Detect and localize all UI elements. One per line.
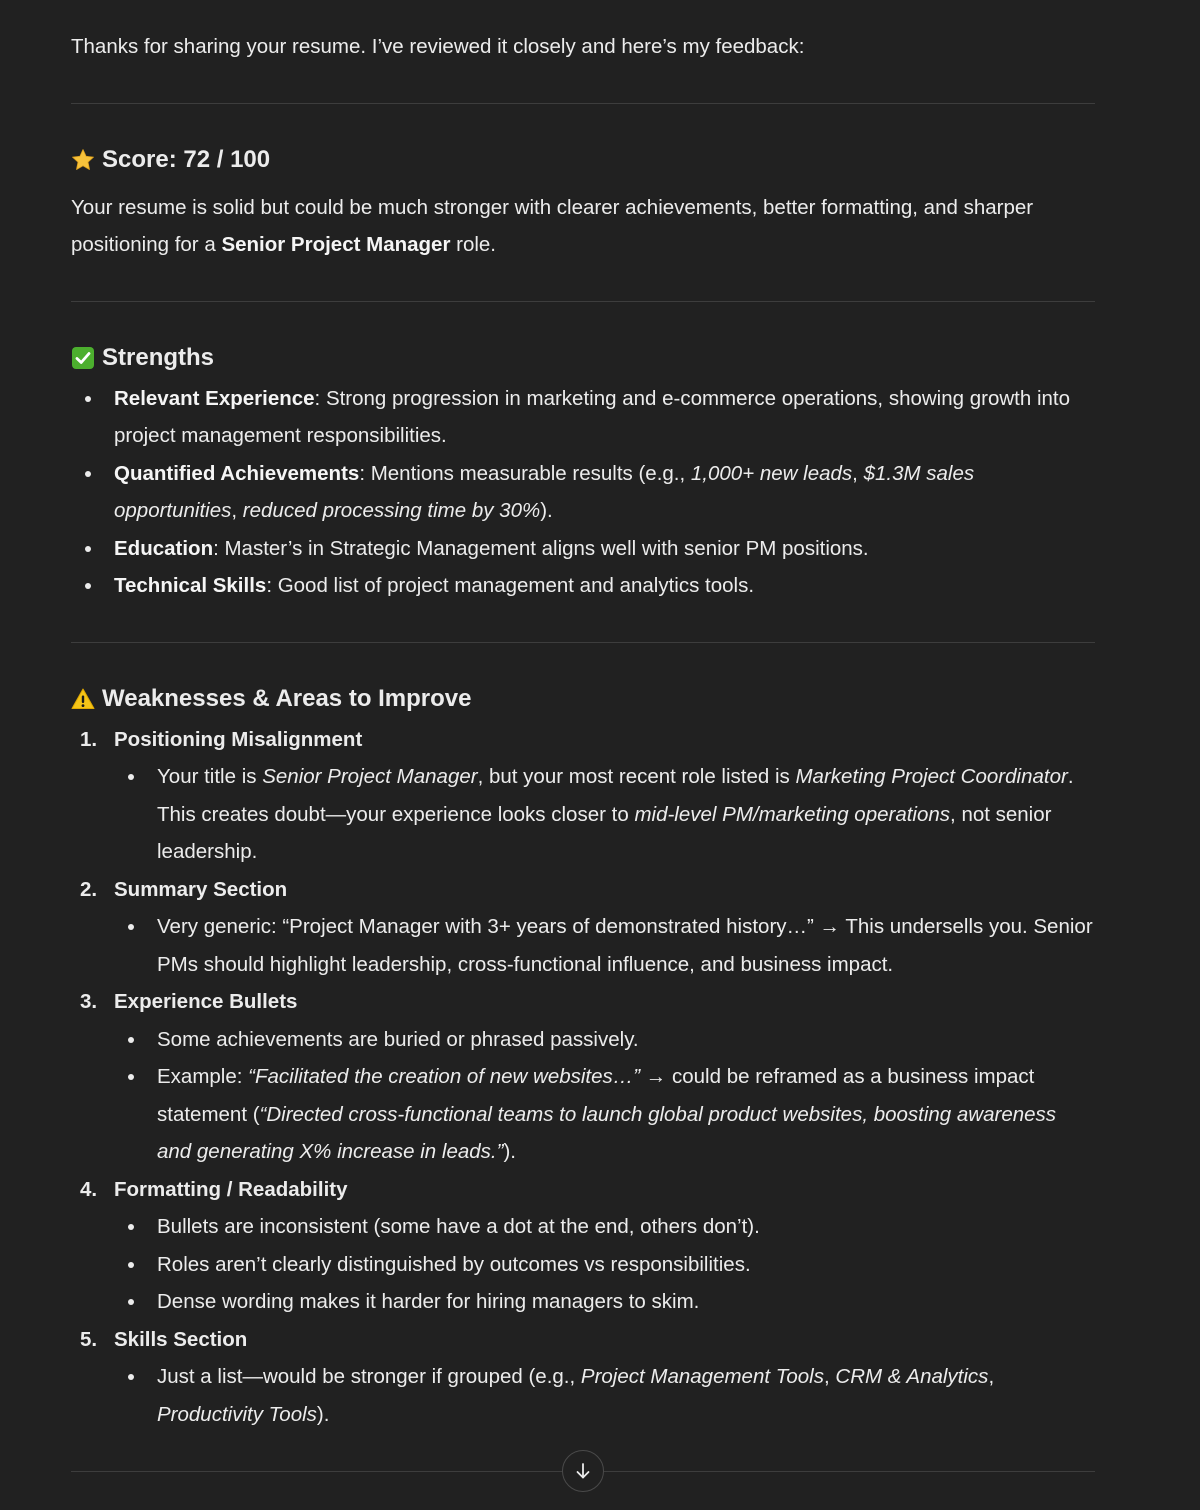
list-item: Just a list—would be stronger if grouped (e.g., Project Management Tools, CRM & Analytics, Productivity Tools). (114, 1358, 1095, 1433)
list-item: 3. Experience Bullets Some achievements are buried or phrased passively. Example: “Facilitated the creation of new websites…” → could be reframed as a business impact statement (“Directed cross-functional teams to launch global product websites, boosting awareness and generating X% increase in leads.”). (71, 983, 1095, 1171)
list-item: 2. Summary Section Very generic: “Project Manager with 3+ years of demonstrated history…” → This undersells you. Senior PMs should highlight leadership, cross-functional influence, and business impact. (71, 871, 1095, 984)
list-item: Quantified Achievements: Mentions measurable results (e.g., 1,000+ new leads, $1.3M sales opportunities, reduced processing time by 30%). (71, 455, 1095, 530)
item-title: Formatting / Readability (114, 1177, 348, 1201)
score-heading (71, 142, 1095, 178)
item-title: Skills Section (114, 1327, 248, 1351)
score-heading-text: Score: 72 / 100 (102, 145, 271, 173)
scroll-to-bottom-button[interactable] (562, 1450, 604, 1492)
list-item: Your title is Senior Project Manager, but your most recent role listed is Marketing Project Coordinator. This creates doubt—your experience looks closer to mid-level PM/marketing operations, not senior leadership. (114, 758, 1095, 871)
list-item: 5. Skills Section Just a list—would be stronger if grouped (e.g., Project Management Tools, CRM & Analytics, Productivity Tools). (71, 1321, 1095, 1434)
list-item: Relevant Experience: Strong progression in marketing and e-commerce operations, showing growth into project management responsibilities. (71, 380, 1095, 455)
list-item: Dense wording makes it harder for hiring managers to skim. (114, 1283, 1095, 1321)
item-title: Experience Bullets (114, 990, 298, 1013)
weaknesses-heading (71, 681, 1095, 717)
list-item: Example: “Facilitated the creation of new websites…” → could be reframed as a business impact statement (“Directed cross-functional teams to launch global product websites, boosting awareness and generating X% increase in leads.”). (114, 1058, 1095, 1171)
list-item: Roles aren’t clearly distinguished by outcomes vs responsibilities. (114, 1246, 1095, 1284)
divider (71, 301, 1095, 302)
check-mark-icon (71, 346, 95, 370)
item-title: Summary Section (114, 877, 288, 901)
score-summary: Your resume is solid but could be much stronger with clearer achievements, better formatting, and sharper positioning for a Senior Project Manager role. (71, 195, 1034, 256)
strengths-heading-text: Strengths (102, 343, 215, 371)
strengths-heading (71, 340, 1095, 376)
target-role: Senior Project Manager (221, 233, 451, 256)
list-item: Some achievements are buried or phrased passively. (114, 1021, 1095, 1059)
list-item: Bullets are inconsistent (some have a dot at the end, others don’t). (114, 1208, 1095, 1246)
item-title: Positioning Misalignment (114, 727, 363, 751)
list-item: 4. Formatting / Readability Bullets are inconsistent (some have a dot at the end, others don’t). Roles aren’t clearly distinguished by outcomes vs responsibilities. Dense wording makes it harder for hiring managers to skim. (71, 1171, 1095, 1321)
weaknesses-heading-text: Weaknesses & Areas to Improve (102, 684, 472, 712)
list-item: 1. Positioning Misalignment Your title is Senior Project Manager, but your most recent role listed is Marketing Project Coordinator. This creates doubt—your experience looks closer to mid-level PM/marketing operations, not senior leadership. (71, 721, 1095, 871)
divider (71, 103, 1095, 104)
list-item: Technical Skills: Good list of project management and analytics tools. (71, 567, 1095, 605)
list-item: Very generic: “Project Manager with 3+ years of demonstrated history…” → This undersells you. Senior PMs should highlight leadership, cross-functional influence, and business impact. (114, 908, 1095, 983)
message-content (71, 0, 1095, 1433)
intro-text: Thanks for sharing your resume. I’ve reviewed it closely and here’s my feedback: (71, 35, 805, 58)
divider (71, 642, 1095, 643)
star-icon (71, 148, 95, 172)
list-item: Education: Master’s in Strategic Management aligns well with senior PM positions. (71, 530, 1095, 568)
weaknesses-list (71, 721, 1095, 1434)
strengths-list (71, 380, 1095, 605)
arrow-down-icon (573, 1461, 593, 1481)
warning-icon (71, 687, 95, 711)
